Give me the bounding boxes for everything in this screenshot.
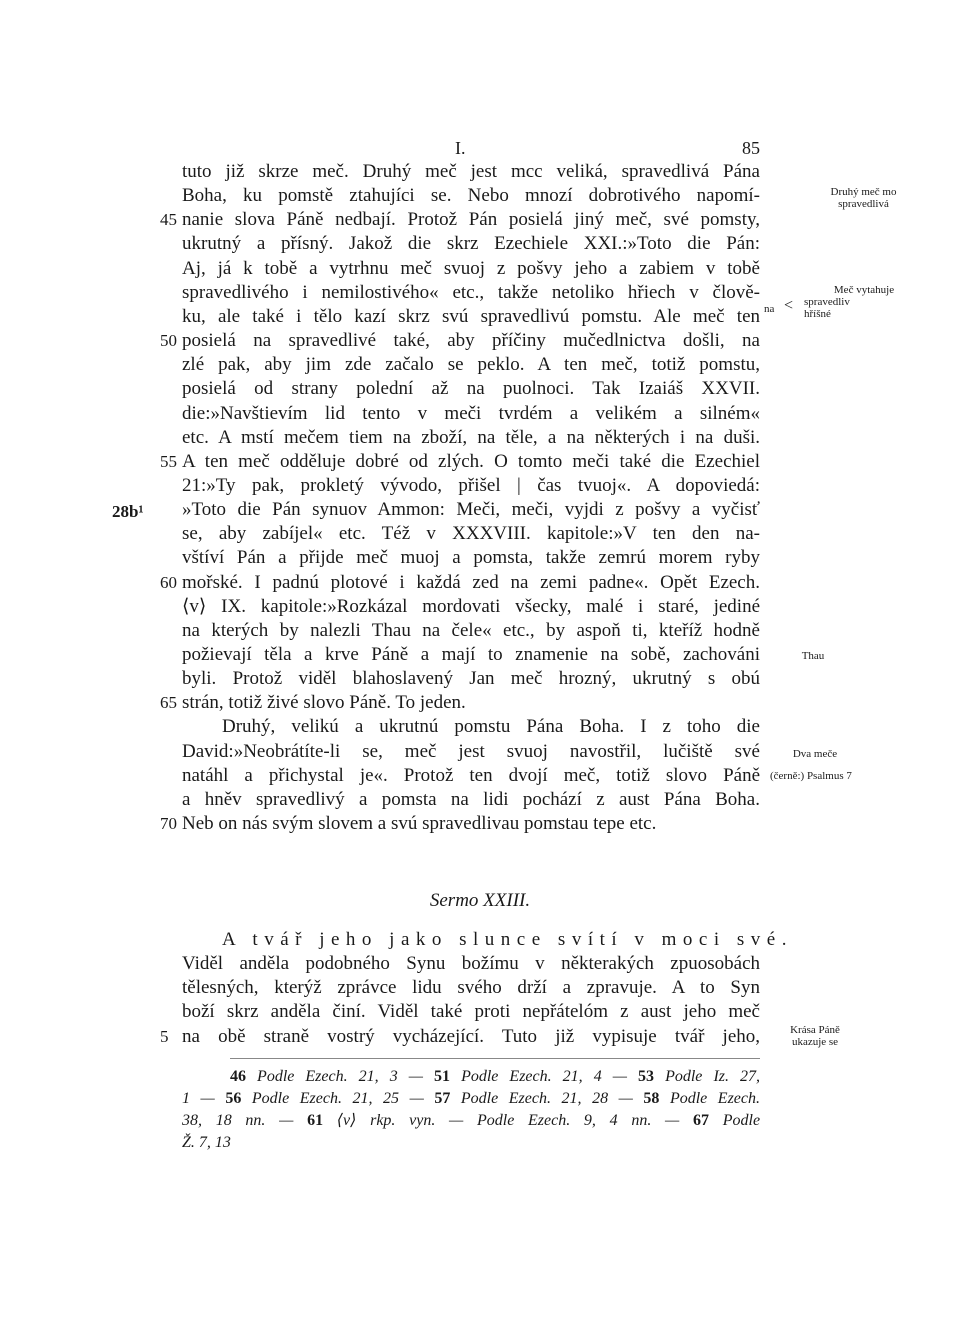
footnote-text: Podle Ezech. 21, 4 — <box>461 1068 627 1085</box>
margin-note-line: spravedliv <box>804 296 850 308</box>
text-line: Druhý, velikú a ukrutnú pomstu Pána Boha. I z toho die <box>222 716 760 738</box>
text-line: Boha, ku pomstě ztahujíci se. Nebo mnozí dobrotivého napomí- <box>182 185 760 207</box>
line-number: 50 <box>160 331 177 351</box>
text-line: se, aby zabíjel« etc. Též v XXXVIII. kapitole:»V ten den na- <box>182 523 760 545</box>
margin-note-line: Krása Páně <box>790 1024 840 1036</box>
margin-note-line: Thau <box>801 650 825 662</box>
footnote-text: Podle Ezech. <box>669 1090 761 1107</box>
text-line: boží skrz anděla činí. Viděl také proti nepřátelóm z aust jeho meč <box>182 1001 760 1023</box>
margin-note-bracket: < <box>784 297 794 314</box>
footnote-number: 53 <box>638 1068 655 1085</box>
line-number: 5 <box>160 1026 169 1046</box>
margin-note-krasa-pane <box>770 1024 860 1048</box>
line-number: 45 <box>160 210 177 230</box>
footnote-number: 67 <box>693 1112 709 1129</box>
footnote-number: 51 <box>434 1068 451 1085</box>
footnote-text: Podle <box>722 1112 761 1129</box>
margin-note-line: Druhý meč mo <box>830 186 897 198</box>
text-line: die:»Navštievím lid tento v meči tvrdém a velikém a silném« <box>182 402 760 424</box>
text-line: A ten meč odděluje dobré od zlých. O tomto meči také die Ezechiel <box>182 450 760 472</box>
line-number: 70 <box>160 814 177 834</box>
margin-note-line: hříšné <box>804 308 831 320</box>
text-line: posielá od strany polední až na puolnoci. Tak Izaiáš XXVII. <box>182 378 760 400</box>
margin-note-mec-vytahuje <box>764 284 954 320</box>
margin-note-line: Dva meče <box>792 748 838 760</box>
text-line: etc. A mstí mečem tiem na zboží, na těle, a na některých i na duši. <box>182 426 760 448</box>
line-number: 65 <box>160 693 177 713</box>
margin-note-thau <box>768 650 858 662</box>
footnote-line <box>182 1088 760 1110</box>
text-line: spravedlivého i nemilostivého« etc., takže netoliko hřiech v člově- <box>182 281 760 303</box>
text-line: ⟨v⟩ IX. kapitole:»Rozkázal mordovati všecky, malé i staré, jediné <box>182 595 760 617</box>
text-line: tělesných, kterýž zprávce lidu svého drží a zpravuje. A to Syn <box>182 977 760 999</box>
footnote-text: Ž. 7, 13 <box>182 1134 231 1151</box>
margin-note-dva-mece <box>770 748 960 782</box>
page-number: 85 <box>742 138 760 158</box>
text-line: David:»Neobrátíte-li se, meč jest svuoj navostřil, lučiště své <box>182 740 760 762</box>
text-line: Aj, já k tobě a vytrhnu meč svuoj z pošvy jeho a zabiem v tobě <box>182 257 760 279</box>
section-number: I. <box>455 138 466 158</box>
margin-note-line: Meč vytahuje <box>833 284 895 296</box>
text-line: na obě straně vostrý vycházející. Tuto již vypisuje tvář jeho, <box>182 1025 760 1047</box>
footnote-text: Podle Ezech. 21, 25 — <box>251 1090 424 1107</box>
text-line: nanie slova Páně nedbají. Protož Pán posielá jiný meč, své pomsty, <box>182 209 760 231</box>
margin-note-line: spravedlivá <box>838 198 889 210</box>
text-line: Neb on nás svým slovem a svú spravedlivau pomstau tepe etc. <box>182 813 657 835</box>
text-line: 21:»Ty pak, prokletý vývodo, přišel | čas tvuoj«. A dopoviedá: <box>182 474 760 496</box>
text-line: mořské. I padnú plotové i každá zed na zemi padne«. Opět Ezech. <box>182 571 760 593</box>
text-line: Viděl anděla podobného Synu božímu v některakých zpuosobách <box>182 953 760 975</box>
footnote-text: Podle Ezech. 21, 28 — <box>460 1090 633 1107</box>
footnote-text: Podle Iz. 27, <box>665 1068 761 1085</box>
sermon-title: Sermo XXIII. <box>429 890 531 911</box>
text-line: strán, totiž živé slovo Páně. To jeden. <box>182 692 466 714</box>
text-line: »Toto die Pán synuov Ammon: Meči, meči, vyjdi z pošvy a vyčisť <box>182 499 760 521</box>
text-line: a hněv spravedlivý a pomsta na lidi pochází z aust Pána Boha. <box>182 788 760 810</box>
footnote-line <box>230 1066 760 1088</box>
footnote-number: 58 <box>643 1090 660 1107</box>
footnote-number: 56 <box>225 1090 242 1107</box>
margin-note-line: ukazuje se <box>791 1036 839 1048</box>
text-line: ku, ale také i tělo kazí skrz svú spravedlivú pomstu. Ale meč ten <box>182 305 760 327</box>
folio-mark: 28b¹ <box>112 502 144 521</box>
text-line: posielá na spravedlivé také, aby příčiny mučedlnictva došli, na <box>182 330 760 352</box>
text-line: požievají těla a krve Páně a mají to znamenie na sobě, zachováni <box>182 644 760 665</box>
text-line: vštíví Pán a přijde meč muoj a pomsta, takže zemrú morem ryby <box>182 547 760 569</box>
footnote-text: ⟨v⟩ rkp. vyn. — Podle Ezech. 9, 4 nn. — <box>336 1112 680 1129</box>
footnote-number: 46 <box>230 1068 246 1085</box>
text-line: ukrutný a přísný. Jakož die skrz Ezechiele XXI.:»Toto die Pán: <box>182 233 760 255</box>
footnote-rule <box>230 1058 760 1059</box>
text-line: A tvář jeho jako slunce svítí v moci své. <box>222 929 793 950</box>
footnote-text: 1 — <box>182 1090 215 1107</box>
text-line: zlé pak, aby jim zde začalo se peklo. A ten meč, totiž pomstu, <box>182 354 760 376</box>
footnote-number: 57 <box>434 1090 451 1107</box>
footnote-line <box>182 1110 760 1132</box>
text-line: natáhl a přichystal je«. Protož ten dvojí meč, totiž slovo Páně <box>182 764 760 786</box>
footnote-line <box>182 1132 760 1154</box>
line-number: 55 <box>160 451 177 471</box>
text-line: byli. Protož viděl blahoslavený Jan meč hrozný, ukrutný s obú <box>182 668 760 690</box>
footnote-number: 61 <box>307 1112 324 1129</box>
text-line: tuto již skrze meč. Druhý meč jest mcc veliká, spravedlivá Pána <box>182 161 760 182</box>
line-number: 60 <box>160 572 177 592</box>
footnote-text: Podle Ezech. 21, 3 — <box>257 1068 423 1085</box>
footnote-text: 38, 18 nn. — <box>182 1112 294 1129</box>
margin-note-line: (černě:) Psalmus 7 <box>770 770 852 782</box>
margin-note-druhy-mec <box>776 186 951 210</box>
margin-note-prefix: na <box>764 303 775 315</box>
text-line: na kterých by nalezli Thau na čele« etc., by aspoň ti, kteříž hodně <box>182 619 760 641</box>
